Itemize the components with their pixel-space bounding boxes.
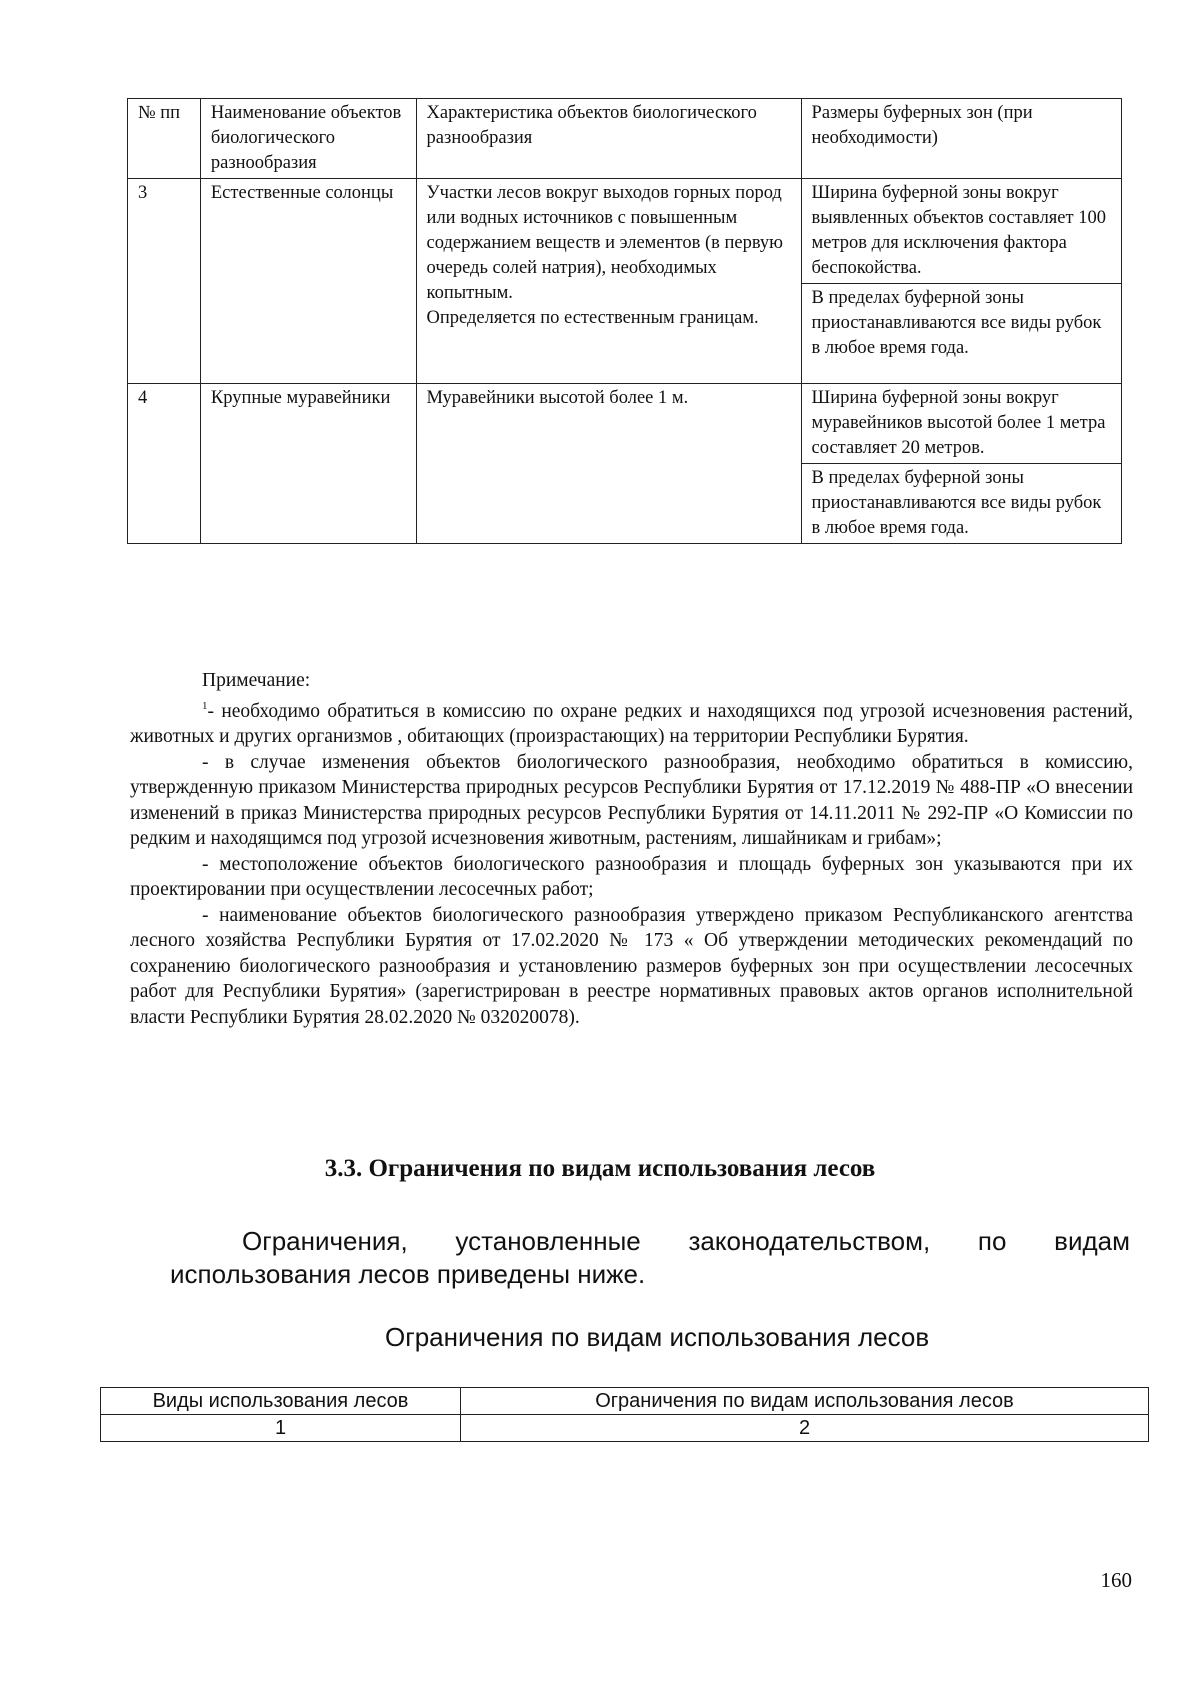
header-number: № пп xyxy=(128,99,201,179)
header-name: Наименование объектов биологического разнообразия xyxy=(200,99,416,179)
row-description-text: Участки лесов вокруг выходов горных пород или водных источников с повышенным содержанием веществ и элементов (в первую очередь солей натрия), необходимых копытным. xyxy=(426,183,783,303)
section-intro xyxy=(170,1225,1130,1291)
row-description-extra: Определяется по естественным границам. xyxy=(426,308,759,328)
table-row xyxy=(128,179,1122,384)
row-number: 3 xyxy=(128,179,201,384)
row-description: Муравейники высотой более 1 м. xyxy=(416,384,801,544)
table-caption: Ограничения по видам использования лесов xyxy=(385,1322,930,1352)
row-description xyxy=(416,179,801,384)
row-number: 4 xyxy=(128,384,201,544)
column-number-2: 2 xyxy=(461,1415,1149,1442)
forest-use-table xyxy=(100,1387,1149,1442)
intro-line-2: использования лесов приведены ниже. xyxy=(170,1259,646,1289)
buffer-width-text: Ширина буферной зоны вокруг муравейников высотой более 1 метра составляет 20 метров. xyxy=(811,388,1106,458)
table-header-row xyxy=(128,99,1122,179)
header-use-type: Виды использования лесов xyxy=(101,1388,461,1415)
note-paragraph: - в случае изменения объектов биологического разнообразия, необходимо обратиться в комиссию, утвержденную приказом Министерства природных ресурсов Республики Бурятия от 17.12.2019 № 488-ПР «О внесении изменений в приказ Министерства природных ресурсов Республики Бурятия от 14.11.2011 № 292-ПР «О Комиссии по редким и находящимся под угрозой исчезновения животным, растениям, лишайникам и грибам»; xyxy=(130,751,1133,849)
row-name: Естественные солонцы xyxy=(200,179,416,384)
page-number: 160 xyxy=(1100,1568,1132,1592)
notes-block xyxy=(130,668,1133,1030)
footnote-mark: 1 xyxy=(202,699,208,712)
note-paragraph xyxy=(130,694,1133,750)
intro-line-1: Ограничения, установленные законодательством, по видам xyxy=(242,1226,1130,1256)
notes-title: Примечание: xyxy=(202,670,311,691)
table-row xyxy=(128,384,1122,544)
buffer-width-text: Ширина буферной зоны вокруг выявленных объектов составляет 100 метров для исключения фактора беспокойства. xyxy=(811,183,1106,278)
row-name: Крупные муравейники xyxy=(200,384,416,544)
section-heading: 3.3. Ограничения по видам использования лесов xyxy=(324,1155,876,1182)
header-description: Характеристика объектов биологического разнообразия xyxy=(416,99,801,179)
note-paragraph: - местоположение объектов биологического разнообразия и площадь буферных зон указываются при их проектировании при осуществлении лесосечных работ; xyxy=(130,853,1133,900)
row-buffer xyxy=(801,384,1121,544)
column-number-1: 1 xyxy=(101,1415,461,1442)
table-row xyxy=(101,1415,1149,1442)
table-header-row xyxy=(101,1388,1149,1415)
biodiversity-table xyxy=(127,98,1122,544)
note-text: - необходимо обратиться в комиссию по охране редких и находящихся под угрозой исчезновения растений, животных и других организмов , обитающих (произрастающих) на территории Республики Бурятия. xyxy=(130,700,1133,747)
header-restrictions: Ограничения по видам использования лесов xyxy=(461,1388,1149,1415)
row-buffer xyxy=(801,179,1121,384)
header-buffer: Размеры буферных зон (при необходимости) xyxy=(801,99,1121,179)
buffer-restriction-text: В пределах буферной зоны приостанавливаются все виды рубок в любое время года. xyxy=(802,463,1121,543)
note-paragraph: - наименование объектов биологического разнообразия утверждено приказом Республиканского агентства лесного хозяйства Республики Бурятия от 17.02.2020 № 173 « Об утверждении методических рекомендаций по сохранению биологического разнообразия и установлению размеров буферных зон при осуществлении лесосечных работ для Республики Бурятия» (зарегистрирован в реестре нормативных правовых актов органов исполнительной власти Республики Бурятия 28.02.2020 № 032020078). xyxy=(130,904,1133,1028)
buffer-restriction-text: В пределах буферной зоны приостанавливаются все виды рубок в любое время года. xyxy=(802,283,1121,383)
